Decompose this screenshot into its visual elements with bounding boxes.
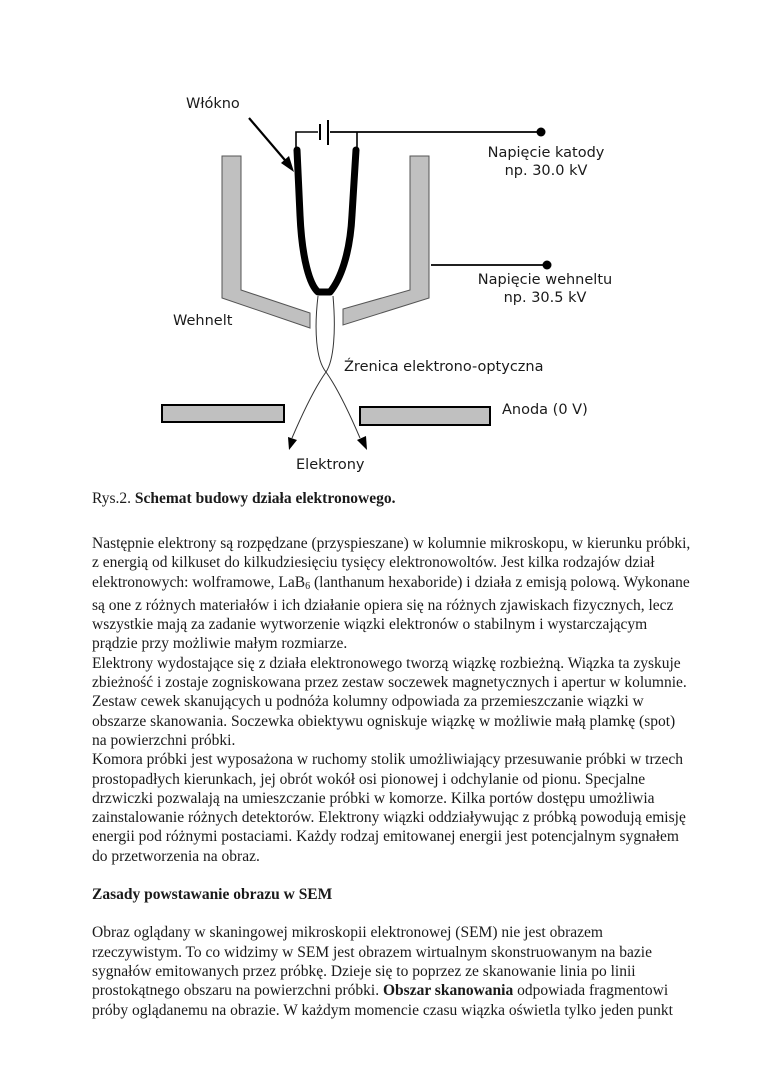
anode-right-plate xyxy=(360,407,490,425)
wehnelt-voltage-value: np. 30.5 kV xyxy=(503,290,587,307)
anode-left-plate xyxy=(162,405,284,422)
caption-prefix: Rys.2. xyxy=(92,490,131,507)
figure-caption xyxy=(92,489,692,508)
paragraph-4-text-a: Obraz oglądany w skaningowej mikroskopii elektronowej (SEM) nie jest obrazem rzeczywistym. To co widzimy w SEM jest obrazem wirtualnym skonstruowanym na bazie sygnałów emitowanych przez próbkę. Dzieje się to poprzez ze skanowanie linia po linii prostokątnego obszaru na powierzchni próbki. xyxy=(92,924,652,1000)
paragraph-4-text-b: odpowiada fragmentowi próby oglądanemu na obrazie. W każdym momencie czasu wiązka oświetla tylko jeden punkt xyxy=(92,982,673,1019)
body-text xyxy=(92,534,692,1020)
filament-wire xyxy=(297,150,356,292)
electron-gun-diagram xyxy=(0,0,760,480)
wehnelt-voltage-label xyxy=(455,271,635,307)
filament-pointer-arrow xyxy=(249,118,294,172)
paragraph-1-text-b: (lanthanum hexaboride) i działa z emisją polową. Wykonane są one z różnych materiałów i ich działanie opiera się na różnych zjawiskach fizycznych, lecz wszystkie mają za zadanie wytworzenie wiązki elektronów o stabilnym i wystarczającym prądzie przy możliwie małym rozmiarze. xyxy=(92,573,690,653)
filament-label: Włókno xyxy=(186,96,240,112)
anode-label: Anoda (0 V) xyxy=(502,402,588,418)
cathode-voltage-label xyxy=(462,144,630,180)
paragraph-sample-chamber: Komora próbki jest wyposażona w ruchomy stolik umożliwiający przesuwanie próbki w trzech prostopadłych kierunkach, jej obrót wokół osi pionowej i odchylanie od pionu. Specjalne drzwiczki pozwalają na umieszczanie próbki w komorze. Kilka portów dostępu umożliwia zainstalowanie różnych detektorów. Elektrony wiązki oddziaływując z próbką powodują emisję energii pod różnymi postaciami. Każdy rodzaj emitowanej energii jest potencjalnym sygnałem do przetworzenia na obraz. xyxy=(92,751,686,865)
cathode-voltage-value: np. 30.0 kV xyxy=(504,163,588,180)
lab6-subscript: 6 xyxy=(305,580,311,592)
scan-area-term: Obszar skanowania xyxy=(382,982,514,1000)
section-heading: Zasady powstawanie obrazu w SEM xyxy=(92,886,333,904)
paragraph-electron-guns xyxy=(92,534,692,654)
wehnelt-supply-wire xyxy=(431,261,552,270)
wehnelt-label: Wehnelt xyxy=(173,313,233,329)
paragraph-image-formation xyxy=(92,923,692,1019)
electrons-label: Elektrony xyxy=(296,457,365,473)
paragraph-1-text-a: Następnie elektrony są rozpędzane (przyspieszane) w kolumnie mikroskopu, w kierunku próbki, z energią od kilkuset do kilkudziesięciu tysięcy elektronowoltów. Jest kilka rodzajów dział elektronowych: wolframowe, LaB xyxy=(92,535,691,591)
electron-gun-schematic xyxy=(0,0,760,480)
paragraph-beam-focusing: Elektrony wydostające się z działa elektronowego tworzą wiązkę rozbieżną. Wiązka ta zyskuje zbieżność i zostaje zogniskowana przez zestaw soczewek magnetycznych i apertur w kolumnie. Zestaw cewek skanujących u podnóża kolumny odpowiada za przemieszczanie wiązki w obszarze skanowania. Soczewka obiektywu ogniskuje wiązkę w możliwie małą plamkę (spot) na powierzchni próbki. xyxy=(92,654,687,749)
caption-title: Schemat budowy działa elektronowego. xyxy=(134,490,396,507)
pupil-label: Źrenica elektrono-optyczna xyxy=(344,359,544,375)
wehnelt-voltage-name: Napięcie wehneltu xyxy=(477,272,613,288)
cathode-voltage-name: Napięcie katody xyxy=(487,145,605,161)
